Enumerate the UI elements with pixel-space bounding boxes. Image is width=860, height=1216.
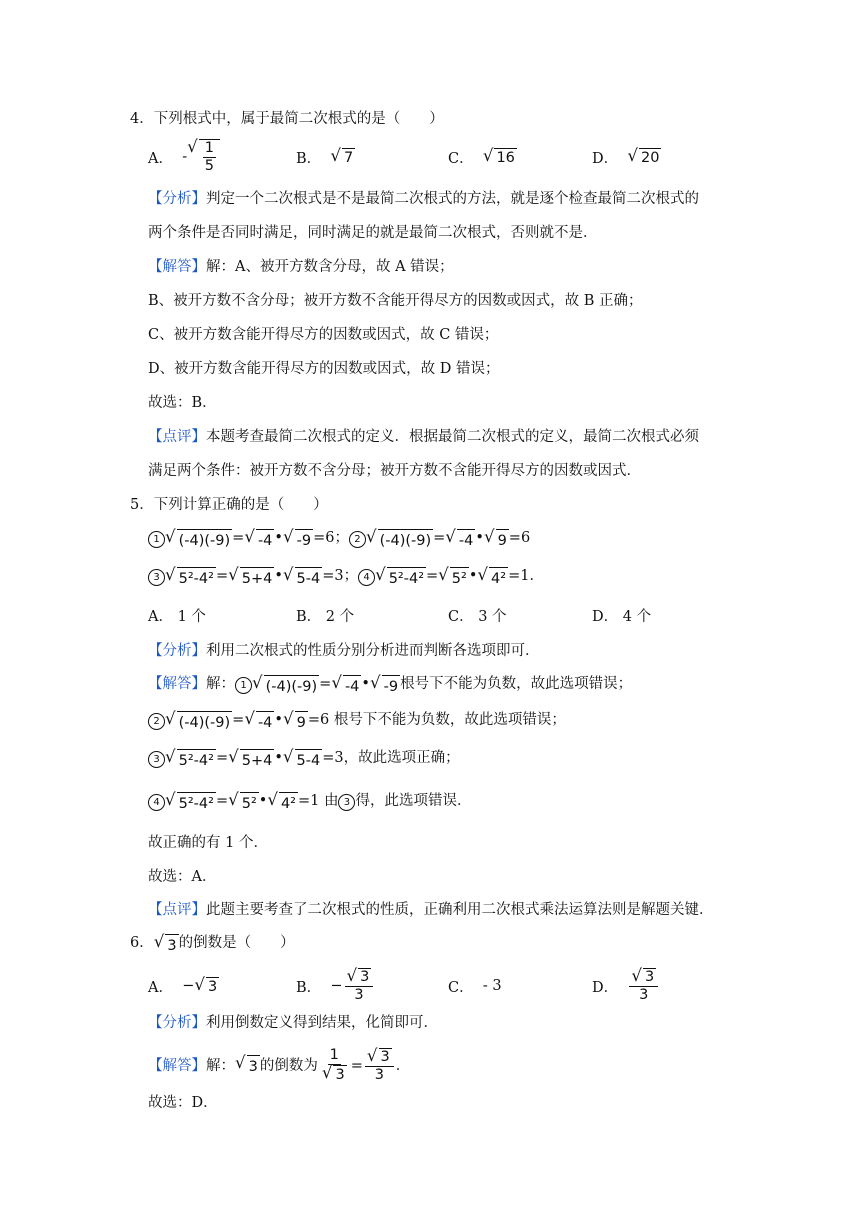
q4-answer-b: B、被开方数不含分母；被开方数不含能开得尽方的因数或因式，故 B 正确；: [148, 293, 643, 309]
q4-option-c: C． √ 16: [448, 146, 515, 167]
q6-analysis: 【分析】利用倒数定义得到结果，化简即可．: [148, 1015, 438, 1031]
q6-option-a: A． − √ 3: [148, 975, 218, 996]
q5-stem: 5．下列计算正确的是（ ）: [130, 497, 328, 513]
q4-answer-c: C、被开方数含能开得尽方的因数或因式，故 C 错误；: [148, 327, 499, 343]
q4-analysis-2: 两个条件是否同时满足，同时满足的就是最简二次根式，否则就不是．: [148, 225, 598, 241]
q5-option-c: C． 3 个: [448, 608, 507, 625]
q5-options: [148, 598, 688, 632]
q4-option-b: B． √ 7: [296, 146, 354, 167]
q5-comment: 【点评】此题主要考查了二次根式的性质，正确利用二次根式乘法运算法则是解题关键．: [148, 902, 714, 918]
q5-answer-2: 2 √ (-4)(-9) = √ -4 • √ 9 =6 根号下不能为负数，故此选项错误；: [148, 710, 566, 733]
q5-choose: 故选：A．: [148, 869, 217, 885]
q4-options: [148, 137, 688, 175]
q6-option-c: C． - 3: [448, 978, 502, 996]
q6-option-d: D． √ 3 3: [592, 966, 660, 1006]
q4-stem: 4．下列根式中，属于最简二次根式的是（ ）: [130, 111, 444, 127]
q4-option-a: A． - √ $\frac{1}{5}$: [148, 140, 220, 174]
q5-analysis: 【分析】利用二次根式的性质分别分析进而判断各选项即可．: [148, 643, 540, 659]
q6-answer: 【解答】 解： √ 3 的倒数为 1 √ 3 = √ 3 3 ．: [148, 1046, 411, 1084]
q4-answer-d: D、被开方数含能开得尽方的因数或因式，故 D 错误；: [148, 361, 500, 377]
q6-choose: 故选：D．: [148, 1095, 218, 1111]
q4-analysis-1: 【分析】判定一个二次根式是不是最简二次根式的方法，就是逐个检查最简二次根式的: [148, 191, 699, 207]
q5-answer-1: 【解答】解： 1 √ (-4)(-9) = √ -4 • √ -9 根号下不能为负数，故此选项错误；: [148, 673, 633, 695]
q5-statements-1-2: 1 √ (-4)(-9) = √ -4 • √ -9 =6； 2 √ (-4)(-9) = √ -4 • √ 9 =6: [148, 528, 530, 551]
q5-count: 故正确的有 1 个．: [148, 835, 268, 851]
q6-options: [148, 966, 688, 1006]
q5-option-d: D． 4 个: [592, 608, 652, 625]
q6-stem: 6． √ 3 的倒数是（ ）: [130, 932, 295, 954]
sqrt-fraction: √ $\frac{1}{5}$: [187, 139, 220, 175]
q4-choose: 故选：B．: [148, 395, 217, 411]
q4-comment-1: 【点评】本题考查最简二次根式的定义．根据最简二次根式的定义，最简二次根式必须: [148, 429, 699, 445]
q4-option-d: D． √ 20: [592, 146, 660, 167]
q5-statements-3-4: 3 √ 5²-4² = √ 5+4 • √ 5-4 =3； 4 √ 5²-4² = √ 5² • √ 4² =1．: [148, 566, 544, 589]
q5-answer-3: 3 √ 5²-4² = √ 5+4 • √ 5-4 =3，故此选项正确；: [148, 748, 460, 771]
q5-option-b: B． 2 个: [296, 608, 355, 625]
q5-option-a: A． 1 个: [148, 608, 206, 625]
q5-answer-4: 4 √ 5²-4² = √ 5² • √ 4² =1 由 3 得，此选项错误．: [148, 791, 471, 814]
q6-option-b: B． − √ 3 3: [296, 966, 375, 1006]
q4-comment-2: 满足两个条件：被开方数不含分母；被开方数不含能开得尽方的因数或因式．: [148, 463, 641, 479]
q4-answer-a: 【解答】解：A、被开方数含分母，故 A 错误；: [148, 259, 454, 275]
